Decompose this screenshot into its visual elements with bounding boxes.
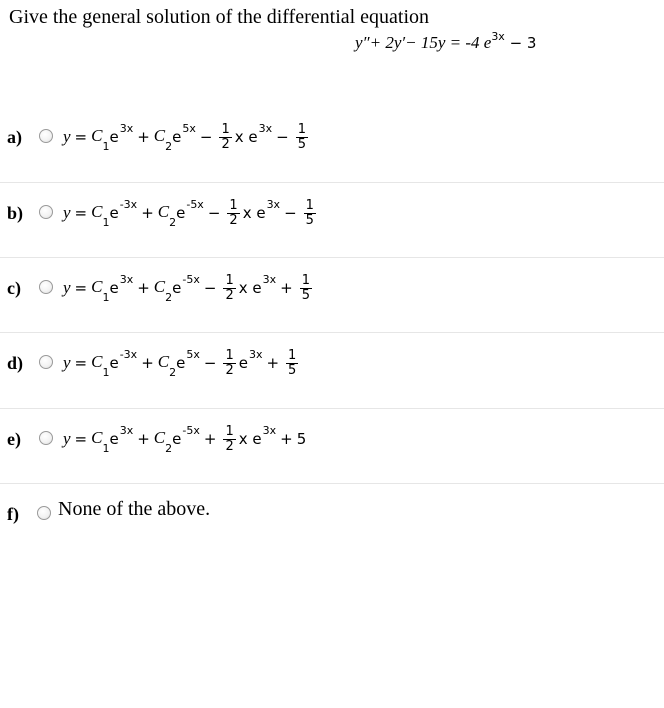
plus-sign: +: [141, 354, 154, 372]
var-y: y: [63, 429, 71, 448]
option-b[interactable]: [0, 182, 664, 243]
exponent-2: -5x: [182, 423, 200, 437]
equals-sign: =: [74, 279, 88, 297]
var-y: y: [63, 127, 71, 146]
option-d[interactable]: [0, 332, 664, 393]
fraction-half: $\frac{1}{2}$: [225, 272, 234, 303]
equation-rhs-tail: − 3: [504, 34, 537, 52]
radio-option-e[interactable]: [39, 431, 53, 445]
differential-equation: [355, 32, 536, 53]
formula-b: [63, 187, 319, 239]
var-y: y: [63, 203, 71, 222]
const-c1: $C_1$: [91, 276, 110, 305]
formula-e: [63, 413, 306, 465]
fraction-last: $\frac{1}{5}$: [305, 197, 314, 228]
exp-base: e: [172, 279, 182, 297]
fraction-last: $\frac{1}{5}$: [288, 347, 297, 378]
formula-c: [63, 262, 315, 314]
operator-2: −: [276, 128, 289, 146]
plus-sign: +: [141, 204, 154, 222]
radio-option-f[interactable]: [37, 506, 51, 520]
const-c2: $C_2$: [153, 427, 173, 456]
operator-1: −: [207, 204, 221, 222]
exponent-1: -3x: [119, 347, 138, 361]
operator-2: −: [284, 204, 297, 222]
exp-base: e: [109, 128, 119, 146]
option-letter: c): [7, 278, 21, 298]
exp-base: e: [109, 279, 119, 297]
option-letter: e): [7, 429, 21, 449]
operator-2: +: [280, 279, 293, 297]
exp-base: e: [172, 430, 182, 448]
exp-base: e: [176, 204, 186, 222]
equals-sign: =: [74, 204, 88, 222]
const-c1: $C_1$: [91, 351, 110, 380]
exponent-3: 3x: [262, 272, 277, 286]
fraction-half: $\frac{1}{2}$: [229, 197, 238, 228]
option-letter: a): [7, 127, 22, 147]
const-c1: $C_1$: [91, 125, 110, 154]
equals-sign: =: [74, 354, 88, 372]
exponent-1: -3x: [119, 197, 138, 211]
radio-option-c[interactable]: [39, 280, 53, 294]
option-letter: f): [7, 504, 19, 524]
equation-lhs: y″+ 2y′− 15y = -4 e: [355, 33, 492, 52]
const-c2: $C_2$: [157, 351, 177, 380]
exponent-2: -5x: [186, 197, 204, 211]
half-term: x e: [234, 128, 258, 146]
operator-1: +: [203, 430, 217, 448]
radio-option-d[interactable]: [39, 355, 53, 369]
radio-option-a[interactable]: [39, 129, 53, 143]
exponent-1: 3x: [119, 423, 134, 437]
exp-base: e: [109, 430, 119, 448]
exponent-1: 3x: [119, 272, 134, 286]
operator-2: +: [266, 354, 280, 372]
exp-base: e: [109, 354, 119, 372]
operator-2: +: [280, 430, 293, 448]
equals-sign: =: [74, 430, 88, 448]
fraction-half: $\frac{1}{2}$: [225, 347, 234, 378]
exponent-3: 3x: [258, 121, 273, 135]
fraction-half: $\frac{1}{2}$: [221, 121, 230, 152]
exp-base: e: [109, 204, 119, 222]
exp-base: e: [172, 128, 182, 146]
exponent-3: 3x: [266, 197, 281, 211]
option-f[interactable]: [0, 483, 664, 544]
operator-1: −: [203, 279, 217, 297]
fraction-half: $\frac{1}{2}$: [225, 423, 234, 454]
half-term: x e: [238, 279, 262, 297]
fraction-last: $\frac{1}{5}$: [301, 272, 310, 303]
exponent-2: 5x: [186, 347, 200, 361]
exponent-2: 5x: [182, 121, 196, 135]
plus-sign: +: [137, 128, 150, 146]
const-c1: $C_1$: [91, 427, 110, 456]
exponent-2: -5x: [182, 272, 200, 286]
option-letter: d): [7, 353, 24, 373]
const-c2: $C_2$: [153, 276, 173, 305]
operator-1: −: [199, 128, 213, 146]
option-letter: b): [7, 203, 24, 223]
fraction-last: $\frac{1}{5}$: [297, 121, 306, 152]
exponent-3: 3x: [262, 423, 277, 437]
exponent-1: 3x: [119, 121, 134, 135]
const-c2: $C_2$: [153, 125, 173, 154]
exp-base: e: [176, 354, 186, 372]
option-e[interactable]: [0, 408, 664, 469]
equation-rhs-exponent: 3x: [491, 30, 505, 43]
var-y: y: [63, 278, 71, 297]
exponent-3: 3x: [248, 347, 263, 361]
formula-d: [63, 337, 301, 389]
half-term: x e: [238, 430, 262, 448]
plus-sign: +: [137, 430, 150, 448]
equals-sign: =: [74, 128, 88, 146]
radio-option-b[interactable]: [39, 205, 53, 219]
const-c2: $C_2$: [157, 201, 177, 230]
operator-1: −: [203, 354, 217, 372]
plus-sign: +: [137, 279, 150, 297]
none-of-the-above-label: None of the above.: [58, 498, 211, 520]
option-c[interactable]: [0, 257, 664, 318]
half-term: e: [238, 354, 248, 372]
option-a[interactable]: [0, 107, 664, 167]
formula-a: [63, 111, 311, 163]
const-c1: $C_1$: [91, 201, 110, 230]
var-y: y: [63, 353, 71, 372]
half-term: x e: [242, 204, 266, 222]
constant-term: 5: [296, 430, 307, 448]
question-text: Give the general solution of the differential equation: [9, 6, 430, 28]
